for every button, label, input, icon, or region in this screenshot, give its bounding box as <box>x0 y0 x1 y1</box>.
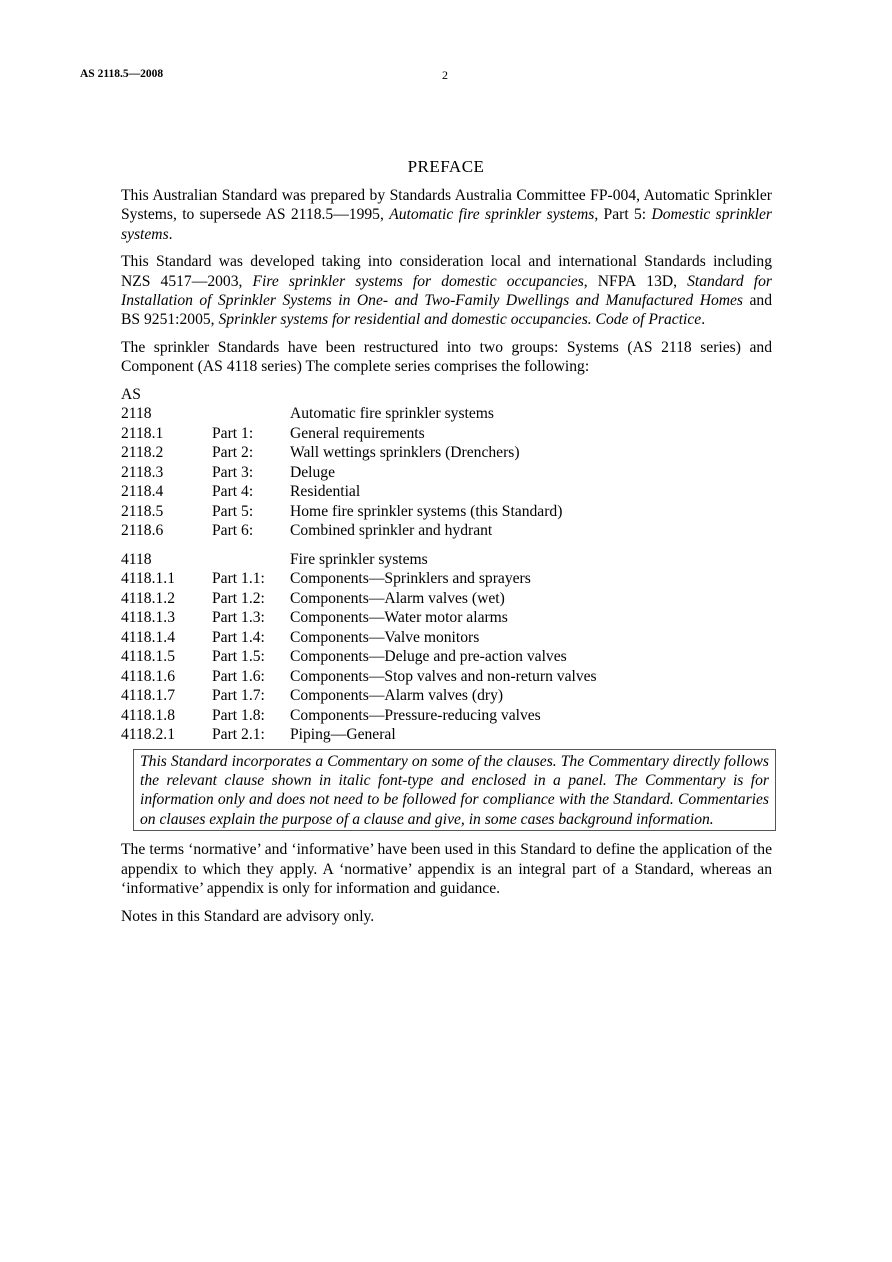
closing-paragraph: The terms ‘normative’ and ‘informative’ have been used in this Standard to define the application of the appendix to which they apply. A ‘normative’ appendix is an integral part of a Standard, whereas an ‘informative’ appendix is only for information and guidance. <box>121 841 772 898</box>
series-row <box>121 550 772 570</box>
series-row <box>121 706 772 726</box>
standard-number: 4118.1.7 <box>121 687 175 705</box>
part-label: Part 1.5: <box>212 648 265 666</box>
preface-paragraph <box>121 338 772 377</box>
series-row <box>121 463 772 483</box>
preface-paragraph <box>121 252 772 330</box>
standard-number: 4118.1.2 <box>121 589 175 607</box>
standard-number: 4118.1.5 <box>121 648 175 666</box>
standard-title: Components—Sprinklers and sprayers <box>290 570 531 588</box>
page-title: PREFACE <box>407 157 485 176</box>
part-label: Part 2.1: <box>212 726 265 744</box>
standard-title: Fire sprinkler systems <box>290 550 428 568</box>
standard-title: Deluge <box>290 463 336 481</box>
series-row <box>121 502 772 522</box>
italic-title-run: Fire sprinkler systems for domestic occupancies <box>252 272 584 290</box>
part-label: Part 1.3: <box>212 609 265 627</box>
preface-paragraphs <box>121 186 772 377</box>
series-row <box>121 686 772 706</box>
standard-title: Components—Valve monitors <box>290 628 480 646</box>
standard-title: Components—Alarm valves (dry) <box>290 687 504 705</box>
standard-number: 2118.3 <box>121 463 164 481</box>
standard-title: Wall wettings sprinklers (Drenchers) <box>290 444 520 462</box>
series-row <box>121 443 772 463</box>
part-label: Part 1.2: <box>212 589 265 607</box>
standard-number: 2118.6 <box>121 522 164 540</box>
italic-title-run: Sprinkler systems for residential and domestic occupancies. Code of Practice <box>218 311 702 329</box>
part-label: Part 3: <box>212 463 254 481</box>
standard-number: 4118.1.3 <box>121 609 175 627</box>
part-label: Part 1.7: <box>212 687 265 705</box>
standard-title: Components—Alarm valves (wet) <box>290 589 505 607</box>
standard-title: Piping—General <box>290 726 396 744</box>
series-row <box>121 725 772 745</box>
standard-number: 2118.1 <box>121 424 164 442</box>
standard-number: 4118.1.8 <box>121 706 175 724</box>
text-run: . <box>701 311 706 329</box>
text-run: This Australian Standard was prepared by Standards Australia Committee FP-004, Automatic Sprinkler Systems, to supersede AS 2118.5—1995, <box>121 187 772 224</box>
text-run: , NFPA 13D, <box>583 272 688 290</box>
standard-title: General requirements <box>290 424 425 442</box>
series-prefix-label: AS <box>121 385 141 403</box>
part-label: Part 1.8: <box>212 706 265 724</box>
closing-paragraphs <box>121 840 772 926</box>
closing-paragraph: Notes in this Standard are advisory only. <box>121 907 375 925</box>
standard-title: Components—Water motor alarms <box>290 609 508 627</box>
italic-title-run: Automatic fire sprinkler systems <box>389 206 595 224</box>
series-prefix <box>121 385 772 405</box>
standard-number: 4118.1.1 <box>121 570 175 588</box>
text-run: This Standard was developed taking into consideration local and international Standards including NZS 4517—2003, <box>121 253 772 290</box>
italic-title-run: Domestic sprinkler systems <box>121 206 772 243</box>
series-row <box>121 667 772 687</box>
standard-title: Residential <box>290 483 361 501</box>
series-row <box>121 404 772 424</box>
series-row <box>121 589 772 609</box>
part-label <box>212 404 290 424</box>
italic-title-run: Standard for Installation of Sprinkler Systems in One- and Two-Family Dwellings and Manufactured Homes <box>121 272 772 310</box>
text-run: and BS 9251:2005, <box>121 292 772 329</box>
standard-title: Components—Pressure-reducing valves <box>290 706 541 724</box>
standard-title: Automatic fire sprinkler systems <box>290 405 494 423</box>
part-label <box>212 550 290 570</box>
body-text <box>121 186 772 934</box>
standard-title: Components—Deluge and pre-action valves <box>290 648 567 666</box>
standards-series-list <box>121 385 772 745</box>
standard-title: Combined sprinkler and hydrant <box>290 522 493 540</box>
series-row <box>121 424 772 444</box>
commentary-panel: This Standard incorporates a Commentary on some of the clauses. The Commentary directly follows the relevant clause shown in italic font-type and enclosed in a panel. The Commentary is for information only and does not need to be followed for compliance with the Standard. Commentaries on clauses explain the purpose of a clause and give, in some cases background information. <box>133 749 776 832</box>
standard-number: 2118.4 <box>121 483 164 501</box>
standard-title: Home fire sprinkler systems (this Standard) <box>290 502 563 520</box>
standard-number: 4118.1.4 <box>121 628 175 646</box>
running-header-standard-id: AS 2118.5—2008 <box>80 68 164 80</box>
series-row <box>121 647 772 667</box>
page-number: 2 <box>442 68 448 82</box>
part-label: Part 5: <box>212 502 254 520</box>
series-group-gap <box>121 541 772 550</box>
part-label: Part 1.4: <box>212 628 265 646</box>
standard-number: 4118.1.6 <box>121 667 175 685</box>
part-label: Part 1: <box>212 424 254 442</box>
preface-paragraph <box>121 186 772 244</box>
part-label: Part 4: <box>212 483 254 501</box>
series-row <box>121 628 772 648</box>
standard-number: 2118 <box>121 405 152 423</box>
part-label: Part 2: <box>212 444 254 462</box>
text-run: , Part 5: <box>594 206 652 224</box>
series-groups <box>121 404 772 745</box>
standard-number: 4118.2.1 <box>121 726 175 744</box>
standard-title: Components—Stop valves and non-return valves <box>290 667 597 685</box>
part-label: Part 1.6: <box>212 667 265 685</box>
standard-number: 2118.2 <box>121 444 164 462</box>
series-row <box>121 482 772 502</box>
text-run: . <box>168 225 173 243</box>
part-label: Part 1.1: <box>212 570 265 588</box>
series-row <box>121 569 772 589</box>
series-row <box>121 521 772 541</box>
standard-number: 4118 <box>121 550 152 568</box>
part-label: Part 6: <box>212 522 254 540</box>
standard-number: 2118.5 <box>121 502 164 520</box>
text-run: The sprinkler Standards have been restructured into two groups: Systems (AS 2118 series) and Component (AS 4118 series) The complete series comprises the following: <box>121 338 772 376</box>
series-row <box>121 608 772 628</box>
